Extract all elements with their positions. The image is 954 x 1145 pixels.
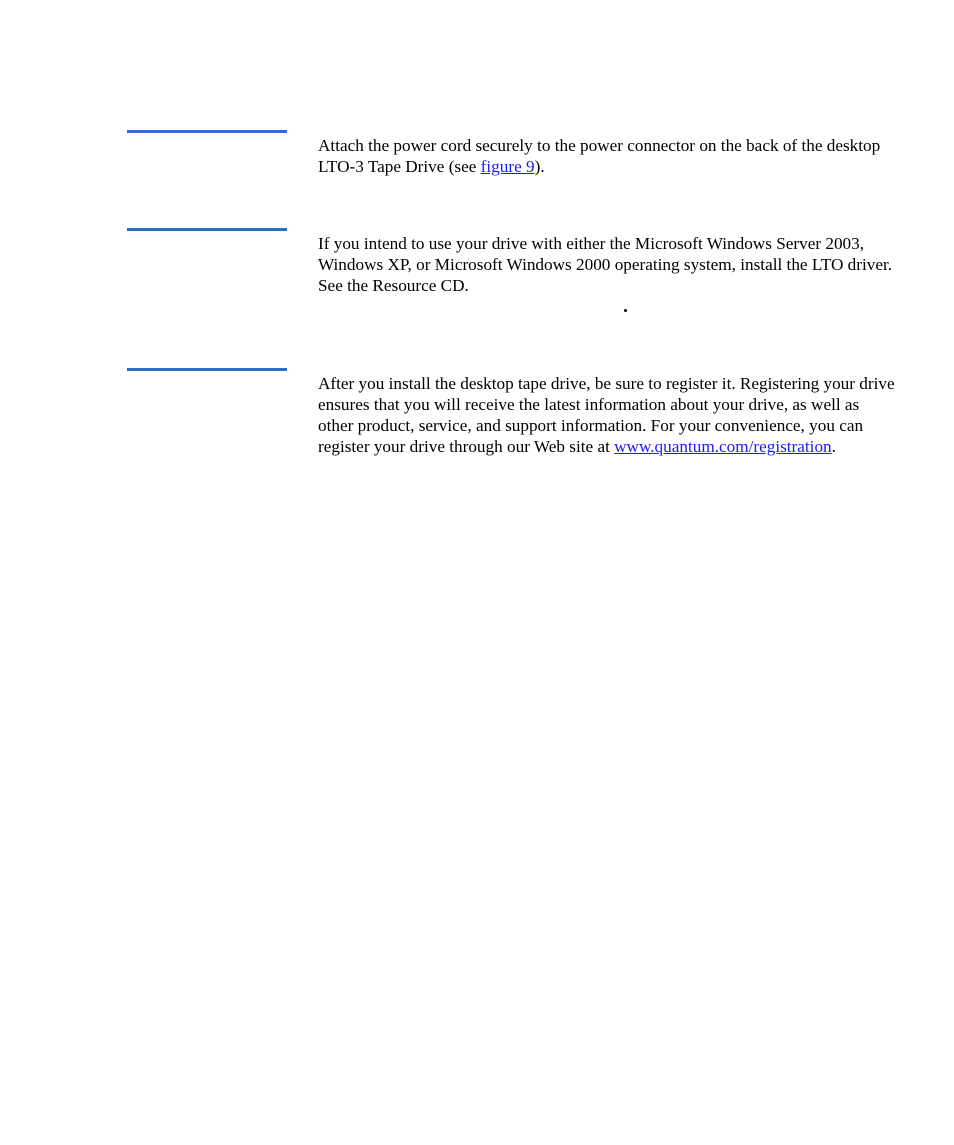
power-cord-text: Attach the power cord securely to the power connector on the back of the desktop LTO-3 Tape Drive (see bbox=[318, 136, 881, 176]
registration-text-end: . bbox=[831, 437, 836, 456]
stray-dot bbox=[624, 309, 627, 312]
section-rule-power bbox=[127, 130, 287, 133]
figure-9-link[interactable]: figure 9 bbox=[480, 157, 535, 176]
registration-paragraph bbox=[318, 373, 898, 457]
registration-link[interactable]: www.quantum.com/registration bbox=[614, 437, 832, 456]
section-rule-registration bbox=[127, 368, 287, 371]
section-rule-driver bbox=[127, 228, 287, 231]
power-cord-paragraph bbox=[318, 135, 898, 177]
power-cord-text-end: ). bbox=[534, 157, 545, 176]
registration-text: After you install the desktop tape drive, be sure to register it. Registering your drive ensures that you will receive the latest information about your drive, as well as other product, service, and support information. For your convenience, you can register your drive through our Web site at bbox=[318, 374, 895, 456]
driver-paragraph: If you intend to use your drive with either the Microsoft Windows Server 2003, Windows XP, or Microsoft Windows 2000 operating system, install the LTO driver. See the Resource CD. bbox=[318, 234, 893, 295]
